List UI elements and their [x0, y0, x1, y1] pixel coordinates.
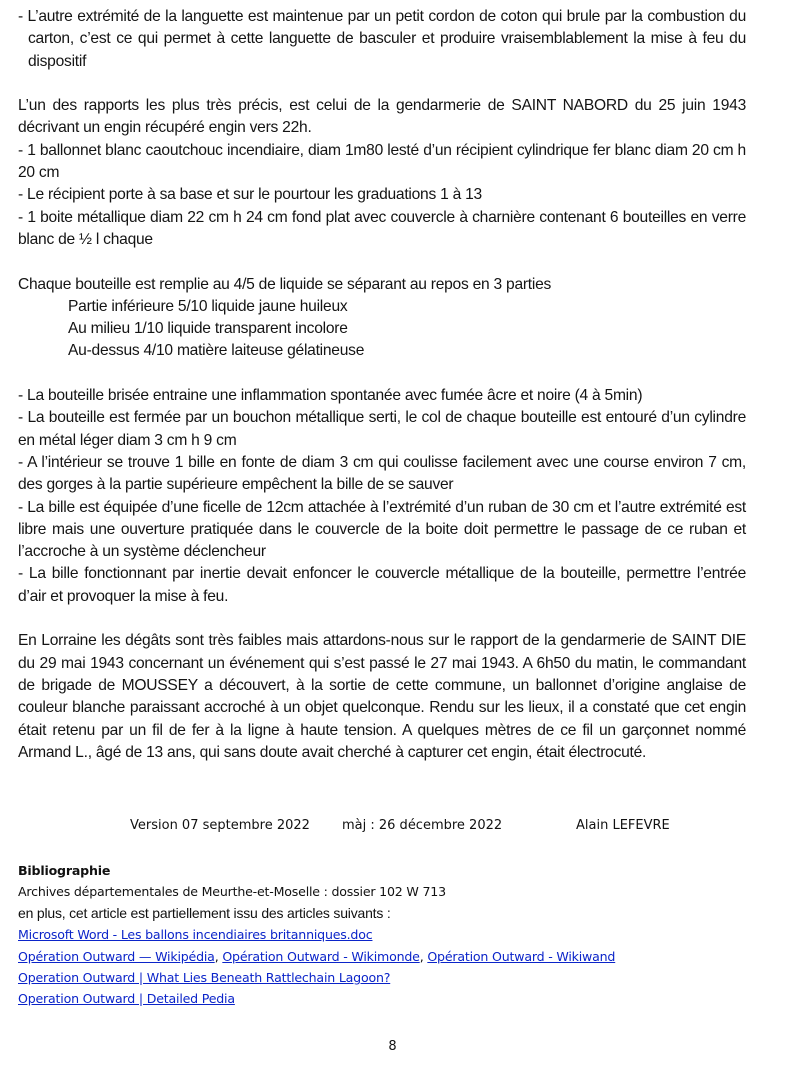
report-item: - 1 ballonnet blanc caoutchouc incendiaire, diam 1m80 lesté d’un récipient cylindrique fer blanc diam 20 cm h 20 cm: [18, 141, 746, 182]
report-intro: L’un des rapports les plus très précis, est celui de la gendarmerie de SAINT NABORD du 25 juin 1943 décrivant un engin récupéré engin vers 22h.: [18, 97, 746, 137]
report-item: - 1 boite métallique diam 22 cm h 24 cm fond plat avec couvercle à charnière contenant 6 bouteilles en verre blanc de ½ l chaque: [18, 208, 746, 248]
spacer: [18, 73, 746, 95]
bottle-part: Au-dessus 4/10 matière laiteuse gélatineuse: [68, 342, 365, 360]
link-wikipedia[interactable]: Opération Outward — Wikipédia: [18, 948, 215, 964]
mechanism-item: - A l’intérieur se trouve 1 bille en fonte de diam 3 cm qui coulisse facilement avec une course environ 7 cm, des gorges à la partie supérieure empêchent la bille de se sauver: [18, 453, 746, 494]
update-date: màj : 26 décembre 2022: [342, 818, 503, 833]
link-detailed-pedia[interactable]: Operation Outward | Detailed Pedia: [18, 991, 235, 1007]
bottle-part: Au milieu 1/10 liquide transparent incolore: [68, 320, 348, 338]
page-number: 8: [388, 1039, 397, 1054]
link-rattlechain[interactable]: Operation Outward | What Lies Beneath Rattlechain Lagoon?: [18, 970, 391, 986]
archives-reference: Archives départementales de Meurthe-et-Moselle : dossier 102 W 713: [18, 884, 446, 900]
bottle-part: Partie inférieure 5/10 liquide jaune huileux: [68, 297, 348, 315]
report-item: - Le récipient porte à sa base et sur le pourtour les graduations 1 à 13: [18, 186, 482, 204]
bibliography-title: Bibliographie: [18, 863, 111, 878]
sources-note: en plus, cet article est partiellement issu des articles suivants :: [18, 904, 391, 921]
spacer: [18, 363, 746, 385]
spacer: [18, 251, 746, 273]
mechanism-item: - La bouteille brisée entraine une inflammation spontanée avec fumée âcre et noire (4 à 5min): [18, 387, 643, 405]
link-wikimonde[interactable]: Opération Outward - Wikimonde: [222, 948, 420, 964]
mechanism-item: - La bille est équipée d’une ficelle de 12cm attachée à l’extrémité d’un ruban de 30 cm et l’autre extrémité est libre mais une ouverture pratiquée dans le couvercle de la boite doit permettre le passage de ce ruban et l’accroche à un système déclencheur: [18, 498, 746, 561]
link-separator: ,: [419, 948, 428, 964]
version-date: Version 07 septembre 2022: [130, 818, 310, 833]
link-word-doc[interactable]: Microsoft Word - Les ballons incendiaires britanniques.doc: [18, 927, 373, 943]
bottle-intro: Chaque bouteille est remplie au 4/5 de liquide se séparant au repos en 3 parties: [18, 275, 552, 293]
version-footer: [0, 818, 785, 840]
link-separator: ,: [214, 948, 223, 964]
lorraine-paragraph: En Lorraine les dégâts sont très faibles mais attardons-nous sur le rapport de la gendarmerie de SAINT DIE du 29 mai 1943 concernant un événement qui s’est passé le 27 mai 1943. A 6h50 du matin, le commandant de brigade de MOUSSEY a découvert, à la sortie de cette commune, un ballonnet d’origine anglaise de couleur blanche paraissant accroché à un objet quelconque. Rendu sur les lieux, il a constaté que cet engin était retenu par un fil de fer à la ligne à haute tension. A quelques mètres de ce fil un garçonnet nommé Armand L., âgé de 13 ans, qui sans doute avait cherché à capturer cet engin, était électrocuté.: [18, 632, 746, 761]
spacer: [18, 608, 746, 630]
document-body: [18, 6, 746, 764]
link-wikiwand[interactable]: Opération Outward - Wikiwand: [427, 948, 616, 964]
author-name: Alain LEFEVRE: [576, 818, 670, 833]
intro-bullet: - L’autre extrémité de la languette est maintenue par un petit cordon de coton qui brule par la combustion du carton, c’est ce qui permet à cette languette de basculer et produire vraisemblablement la mise à feu du dispositif: [18, 8, 746, 70]
mechanism-item: - La bouteille est fermée par un bouchon métallique serti, le col de chaque bouteille est entouré d’un cylindre en métal léger diam 3 cm h 9 cm: [18, 409, 746, 449]
mechanism-item: - La bille fonctionnant par inertie devait enfoncer le couvercle métallique de la bouteille, permettre l’entrée d’air et provoquer la mise à feu.: [18, 565, 746, 605]
bibliography: [18, 860, 758, 1010]
